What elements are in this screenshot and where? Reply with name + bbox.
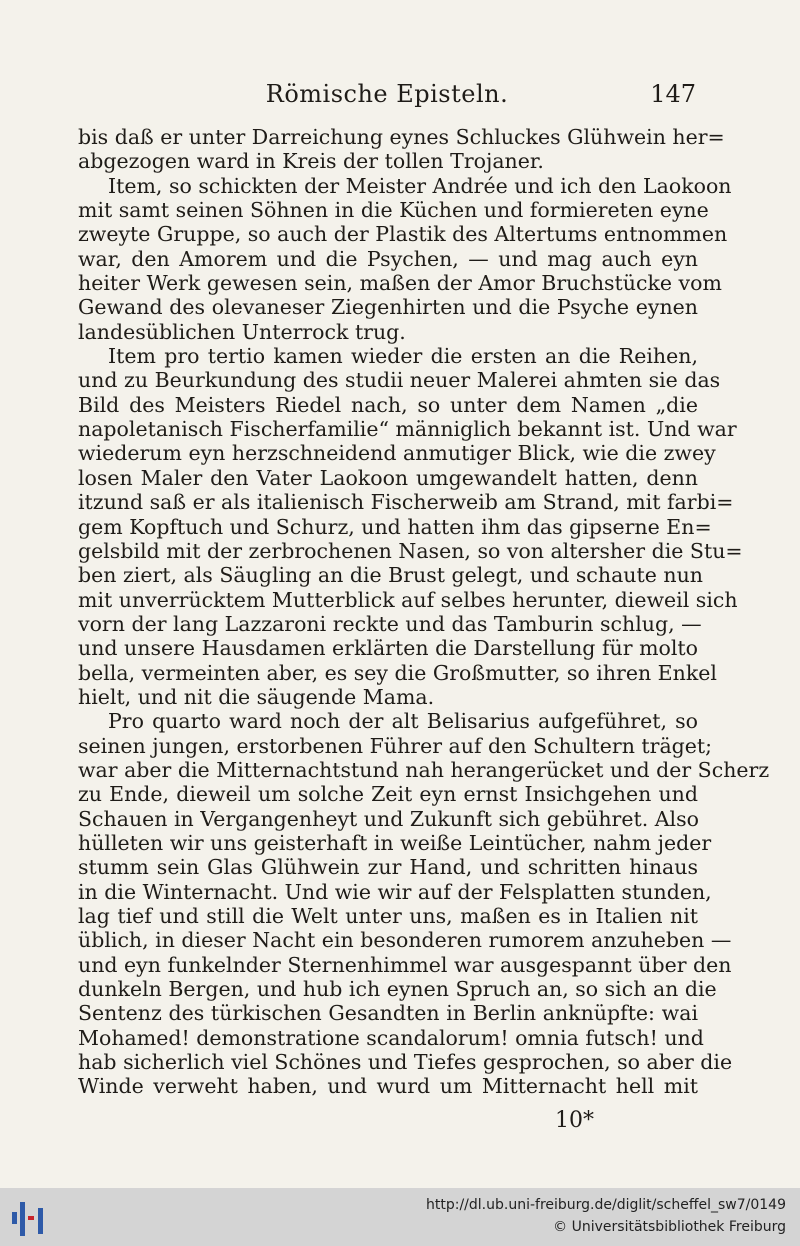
- text-line: wiederum eyn herzschneidend anmutiger Blick, wie die zwey: [78, 441, 716, 466]
- text-line: Winde verweht haben, und wurd um Mitternacht hell mit: [78, 1074, 698, 1099]
- text-line: war aber die Mitternachtstund nah herangerücket und der Scherz: [78, 757, 770, 782]
- text-line: hülleten wir uns geisterhaft in weiße Leintücher, nahm jeder: [78, 830, 712, 855]
- text-line: bis daß er unter Darreichung eynes Schluckes Glühwein her=: [78, 125, 725, 149]
- text-line: seinen jungen, erstorbenen Führer auf den Schultern träget;: [78, 733, 713, 758]
- text-line: bella, vermeinten aber, es sey die Großmutter, so ihren Enkel: [78, 660, 717, 685]
- footer-url-link[interactable]: http://dl.ub.uni-freiburg.de/diglit/scheffel_sw7/0149: [426, 1197, 786, 1213]
- text-line: napoletanisch Fischerfamilie“ männiglich bekannt ist. Und war: [78, 417, 737, 442]
- text-line: itzund saß er als italienisch Fischerweib am Strand, mit farbi=: [78, 490, 734, 515]
- library-logo-icon: [8, 1198, 48, 1238]
- text-line: abgezogen ward in Kreis der tollen Trojaner.: [78, 149, 544, 174]
- text-line: zu Ende, dieweil um solche Zeit eyn ernst Insichgehen und: [78, 782, 698, 807]
- running-head: [78, 80, 696, 114]
- text-line: mit samt seinen Söhnen in die Küchen und formiereten eyne: [78, 198, 709, 223]
- text-line: hielt, und nit die säugende Mama.: [78, 684, 435, 709]
- text-line: mit unverrücktem Mutterblick auf selbes herunter, dieweil sich: [78, 587, 738, 612]
- signature-mark: 10*: [555, 1108, 594, 1133]
- text-line: Schauen in Vergangenheyt und Zukunft sich gebühret. Also: [78, 806, 699, 831]
- text-line: zweyte Gruppe, so auch der Plastik des Altertums entnommen: [78, 222, 728, 247]
- text-line: stumm sein Glas Glühwein zur Hand, und schritten hinaus: [78, 855, 698, 880]
- text-line: vorn der lang Lazzaroni reckte und das Tamburin schlug, —: [78, 611, 702, 636]
- text-line: üblich, in dieser Nacht ein besonderen rumorem anzuheben —: [78, 928, 732, 953]
- text-line: hab sicherlich viel Schönes und Tiefes gesprochen, so aber die: [78, 1050, 733, 1075]
- text-line: Sentenz des türkischen Gesandten in Berlin anknüpfte: wai: [78, 1001, 698, 1026]
- text-line: und zu Beurkundung des studii neuer Malerei ahmten sie das: [78, 368, 721, 393]
- text-line: Mohamed! demonstratione scandalorum! omnia futsch! und: [78, 1025, 704, 1050]
- page-number: 147: [650, 80, 696, 108]
- text-line: und unsere Hausdamen erklärten die Darstellung für molto: [78, 636, 698, 661]
- text-line: Pro quarto ward noch der alt Belisarius aufgeführet, so: [108, 709, 698, 734]
- text-line: Bild des Meisters Riedel nach, so unter dem Namen „die: [78, 392, 698, 417]
- text-line: in die Winternacht. Und wie wir auf der Felsplatten stunden,: [78, 879, 712, 904]
- text-line: gelsbild mit der zerbrochenen Nasen, so von altersher die Stu=: [78, 538, 743, 563]
- text-line: dunkeln Bergen, und hub ich eynen Spruch an, so sich an die: [78, 977, 717, 1002]
- text-line: landesüblichen Unterrock trug.: [78, 319, 406, 344]
- footer-bar: [0, 1188, 800, 1246]
- text-line: lag tief und still die Welt unter uns, maßen es in Italien nit: [78, 904, 698, 928]
- body-text: [78, 125, 770, 1099]
- text-line: Item pro tertio kamen wieder die ersten an die Reihen,: [108, 344, 698, 369]
- text-line: war, den Amorem und die Psychen, — und mag auch eyn: [78, 246, 698, 271]
- text-line: losen Maler den Vater Laokoon umgewandelt hatten, denn: [78, 465, 698, 490]
- text-line: heiter Werk gewesen sein, maßen der Amor Bruchstücke vom: [78, 271, 722, 296]
- text-line: Gewand des olevaneser Ziegenhirten und die Psyche eynen: [78, 295, 698, 320]
- footer-copyright: © Universitätsbibliothek Freiburg: [553, 1219, 786, 1235]
- text-line: ben ziert, als Säugling an die Brust gelegt, und schaute nun: [78, 563, 704, 588]
- running-title: Römische Episteln.: [265, 80, 509, 108]
- text-line: Item, so schickten der Meister Andrée und ich den Laokoon: [108, 173, 732, 198]
- text-line: gem Kopftuch und Schurz, und hatten ihm das gipserne En=: [78, 514, 712, 539]
- text-line: und eyn funkelnder Sternenhimmel war ausgespannt über den: [78, 952, 732, 977]
